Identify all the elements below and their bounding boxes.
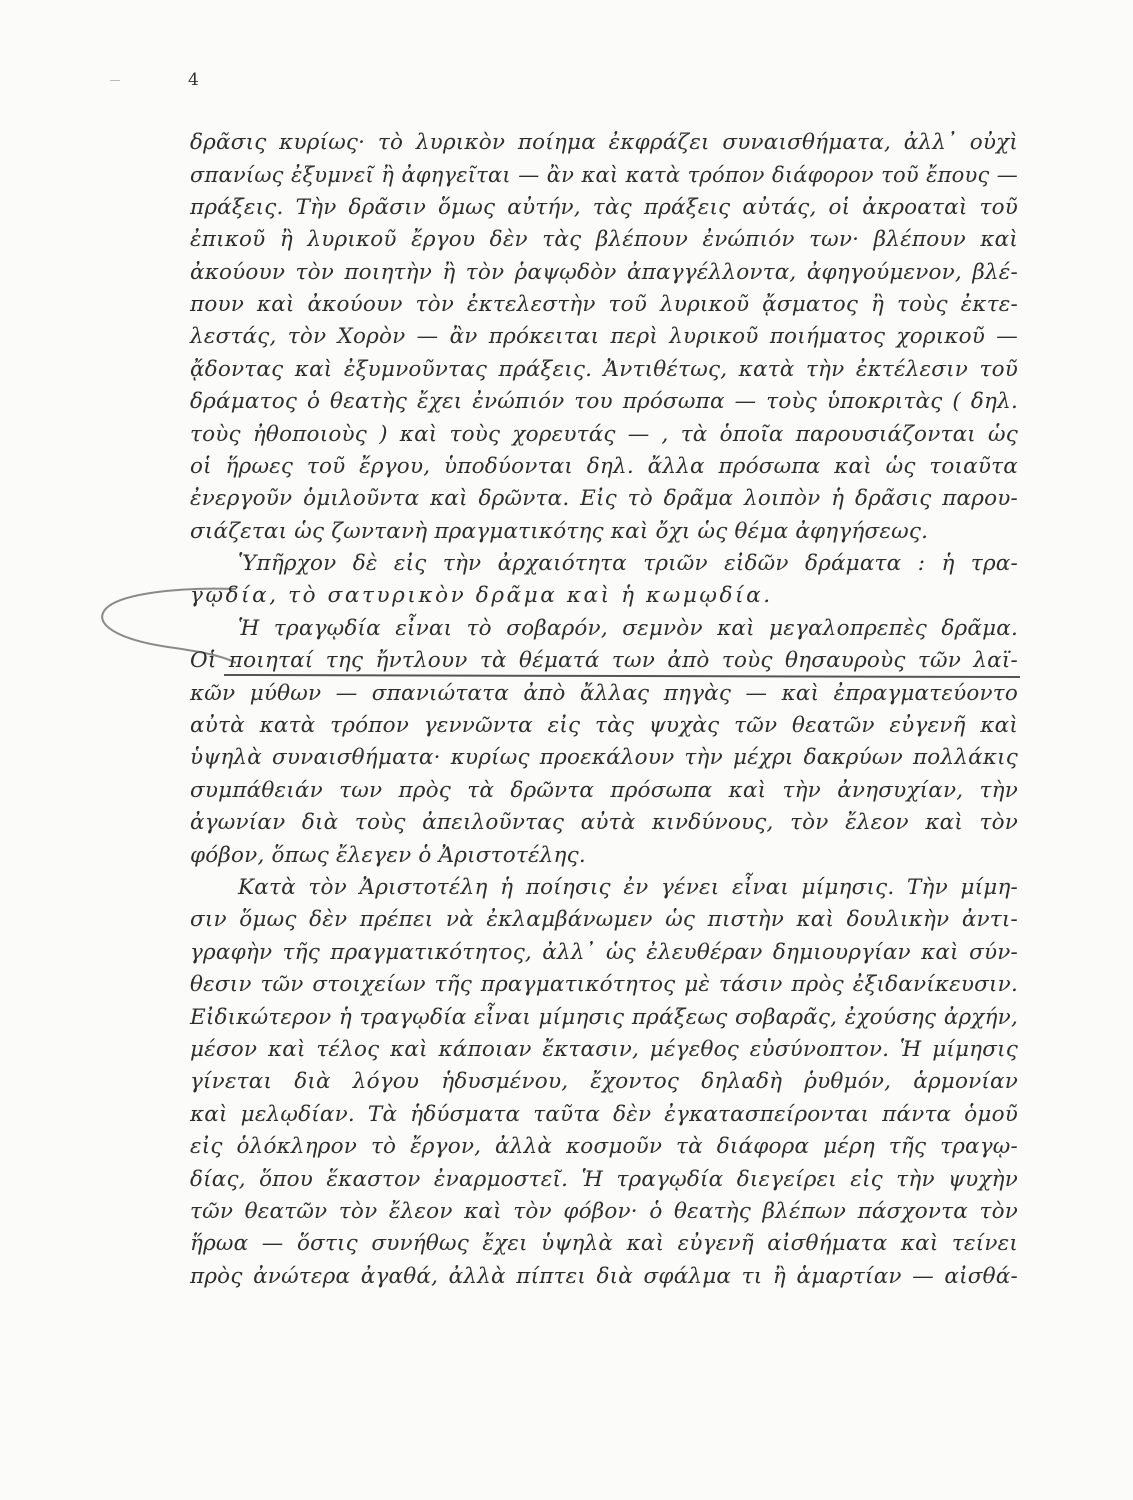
text-line: ᾄδοντας καὶ ἐξυμνοῦντας πράξεις. Ἀντιθέτως, κατὰ τὴν ἐκτέλεσιν τοῦ [190,356,1018,382]
text-line: δίας, ὅπου ἕκαστον ἐναρμοστεῖ. Ἡ τραγῳδία διεγείρει εἰς τὴν ψυχὴν [190,1166,1018,1192]
text-line: Κατὰ τὸν Ἀριστοτέλη ἡ ποίησις ἐν γένει εἶναι μίμησις. Τὴν μίμη- [238,874,1018,900]
text-line: αὐτὰ κατὰ τρόπον γεννῶντα εἰς τὰς ψυχὰς τῶν θεατῶν εὐγενῆ καὶ [190,713,1018,739]
text-line: ὑψηλὰ συναισθήματα· κυρίως προεκάλουν τὴν μέχρι δακρύων πολλάκις [190,745,1018,771]
text-line: καὶ μελῳδίαν. Τὰ ἡδύσματα ταῦτα δὲν ἐγκατασπείρονται πάντα ὁμοῦ [190,1101,1018,1127]
text-line: ἥρωα — ὅστις συνήθως ἔχει ὑψηλὰ καὶ εὐγενῆ αἰσθήματα καὶ τείνει [190,1231,1018,1257]
text-line: συμπάθειάν των πρὸς τὰ δρῶντα πρόσωπα καὶ τὴν ἀνησυχίαν, τὴν [190,777,1018,803]
text-line: μέσον καὶ τέλος καὶ κάποιαν ἔκτασιν, μέγεθος εὐσύνοπτον. Ἡ μίμησις [190,1036,1018,1062]
text-line: γῳδία, τὸ σατυρικὸν δρᾶμα καὶ ἡ κωμῳδία. [190,583,773,609]
underlined-text-line: Ἡ τραγῳδία εἶναι τὸ σοβαρόν, σεμνὸν καὶ μεγαλοπρεπὲς δρᾶμα. [238,615,1018,641]
text-line: ἐπικοῦ ἢ λυρικοῦ ἔργου δὲν τὰς βλέπουν ἐνώπιόν των· βλέπουν καὶ [190,227,1018,253]
text-line: τῶν θεατῶν τὸν ἔλεον καὶ τὸν φόβον· ὁ θεατὴς βλέπων πάσχοντα τὸν [190,1198,1018,1224]
text-line: ἀκούουν τὸν ποιητὴν ἢ τὸν ῥαψῳδὸν ἀπαγγέλλοντα, ἀφηγούμενον, βλέ- [190,259,1018,285]
text-line: δράματος ὁ θεατὴς ἔχει ἐνώπιόν του πρόσωπα — τοὺς ὑποκριτὰς ( δηλ. [190,389,1018,415]
text-line: οἱ ἥρωες τοῦ ἔργου, ὑποδύονται δηλ. ἄλλα πρόσωπα καὶ ὡς τοιαῦτα [190,453,1018,479]
text-line: κῶν μύθων — σπανιώτατα ἀπὸ ἄλλας πηγὰς — καὶ ἐπραγματεύοντο [190,680,1018,706]
text-line: φόβον, ὅπως ἔλεγεν ὁ Ἀριστοτέλης. [190,842,586,868]
page-number: 4 [188,70,199,90]
text-line: δρᾶσις κυρίως· τὸ λυρικὸν ποίημα ἐκφράζει συναισθήματα, ἀλλ᾽ οὐχὶ [190,130,1018,155]
text-line: σπανίως ἐξυμνεῖ ἢ ἀφηγεῖται — ἂν καὶ κατὰ τρόπον διάφορον τοῦ ἔπους — [190,163,1018,188]
text-line: γραφὴν τῆς πραγματικότητος, ἀλλ᾽ ὡς ἐλευθέραν δημιουργίαν καὶ σύν- [190,939,1018,965]
text-line: σιν ὅμως δὲν πρέπει νὰ ἐκλαμβάνωμεν ὡς πιστὴν καὶ δουλικὴν ἀντι- [190,907,1018,933]
text-line: γίνεται διὰ λόγου ἡδυσμένου, ἔχοντος δηλαδὴ ῥυθμόν, ἁρμονίαν [190,1069,1018,1095]
text-line: σιάζεται ὡς ζωντανὴ πραγματικότης καὶ ὄχι ὡς θέμα ἀφηγήσεως. [190,518,929,544]
text-line: εἰς ὁλόκληρον τὸ ἔργον, ἀλλὰ κοσμοῦν τὰ διάφορα μέρη τῆς τραγῳ- [190,1134,1018,1160]
margin-mark [110,80,120,81]
text-line: Εἰδικώτερον ἡ τραγῳδία εἶναι μίμησις πράξεως σοβαρᾶς, ἐχούσης ἀρχήν, [190,1004,1018,1030]
text-line: πουν καὶ ἀκούουν τὸν ἐκτελεστὴν τοῦ λυρικοῦ ᾄσματος ἢ τοὺς ἐκτε- [190,291,1018,317]
text-line: πρὸς ἀνώτερα ἀγαθά, ἀλλὰ πίπτει διὰ σφάλμα τι ἢ ἁμαρτίαν — αἰσθά- [190,1263,1018,1289]
text-line: Οἱ ποιηταί της ἤντλουν τὰ θέματά των ἀπὸ τοὺς θησαυροὺς τῶν λαϊ- [190,648,1018,674]
text-line: πράξεις. Τὴν δρᾶσιν ὅμως αὐτήν, τὰς πράξεις αὐτάς, οἱ ἀκροαταὶ τοῦ [190,194,1018,220]
text-line: τοὺς ἠθοποιοὺς ) καὶ τοὺς χορευτάς — , τὰ ὁποῖα παρουσιάζονται ὡς [190,421,1018,447]
text-line: Ὑπῆρχον δὲ εἰς τὴν ἀρχαιότητα τριῶν εἰδῶν δράματα : ἡ τρα- [238,551,1018,577]
text-line: θεσιν τῶν στοιχείων τῆς πραγματικότητος μὲ τάσιν πρὸς ἐξιδανίκευσιν. [190,972,1018,998]
text-line: ἀγωνίαν διὰ τοὺς ἀπειλοῦντας αὐτὰ κινδύνους, τὸν ἔλεον καὶ τὸν [190,810,1018,836]
text-line: ἐνεργοῦν ὁμιλοῦντα καὶ δρῶντα. Εἰς τὸ δρᾶμα λοιπὸν ἡ δρᾶσις παρου- [190,486,1018,512]
text-line: λεστάς, τὸν Χορὸν — ἂν πρόκειται περὶ λυρικοῦ ποιήματος χορικοῦ — [190,324,1018,350]
body-text [190,127,1018,1293]
